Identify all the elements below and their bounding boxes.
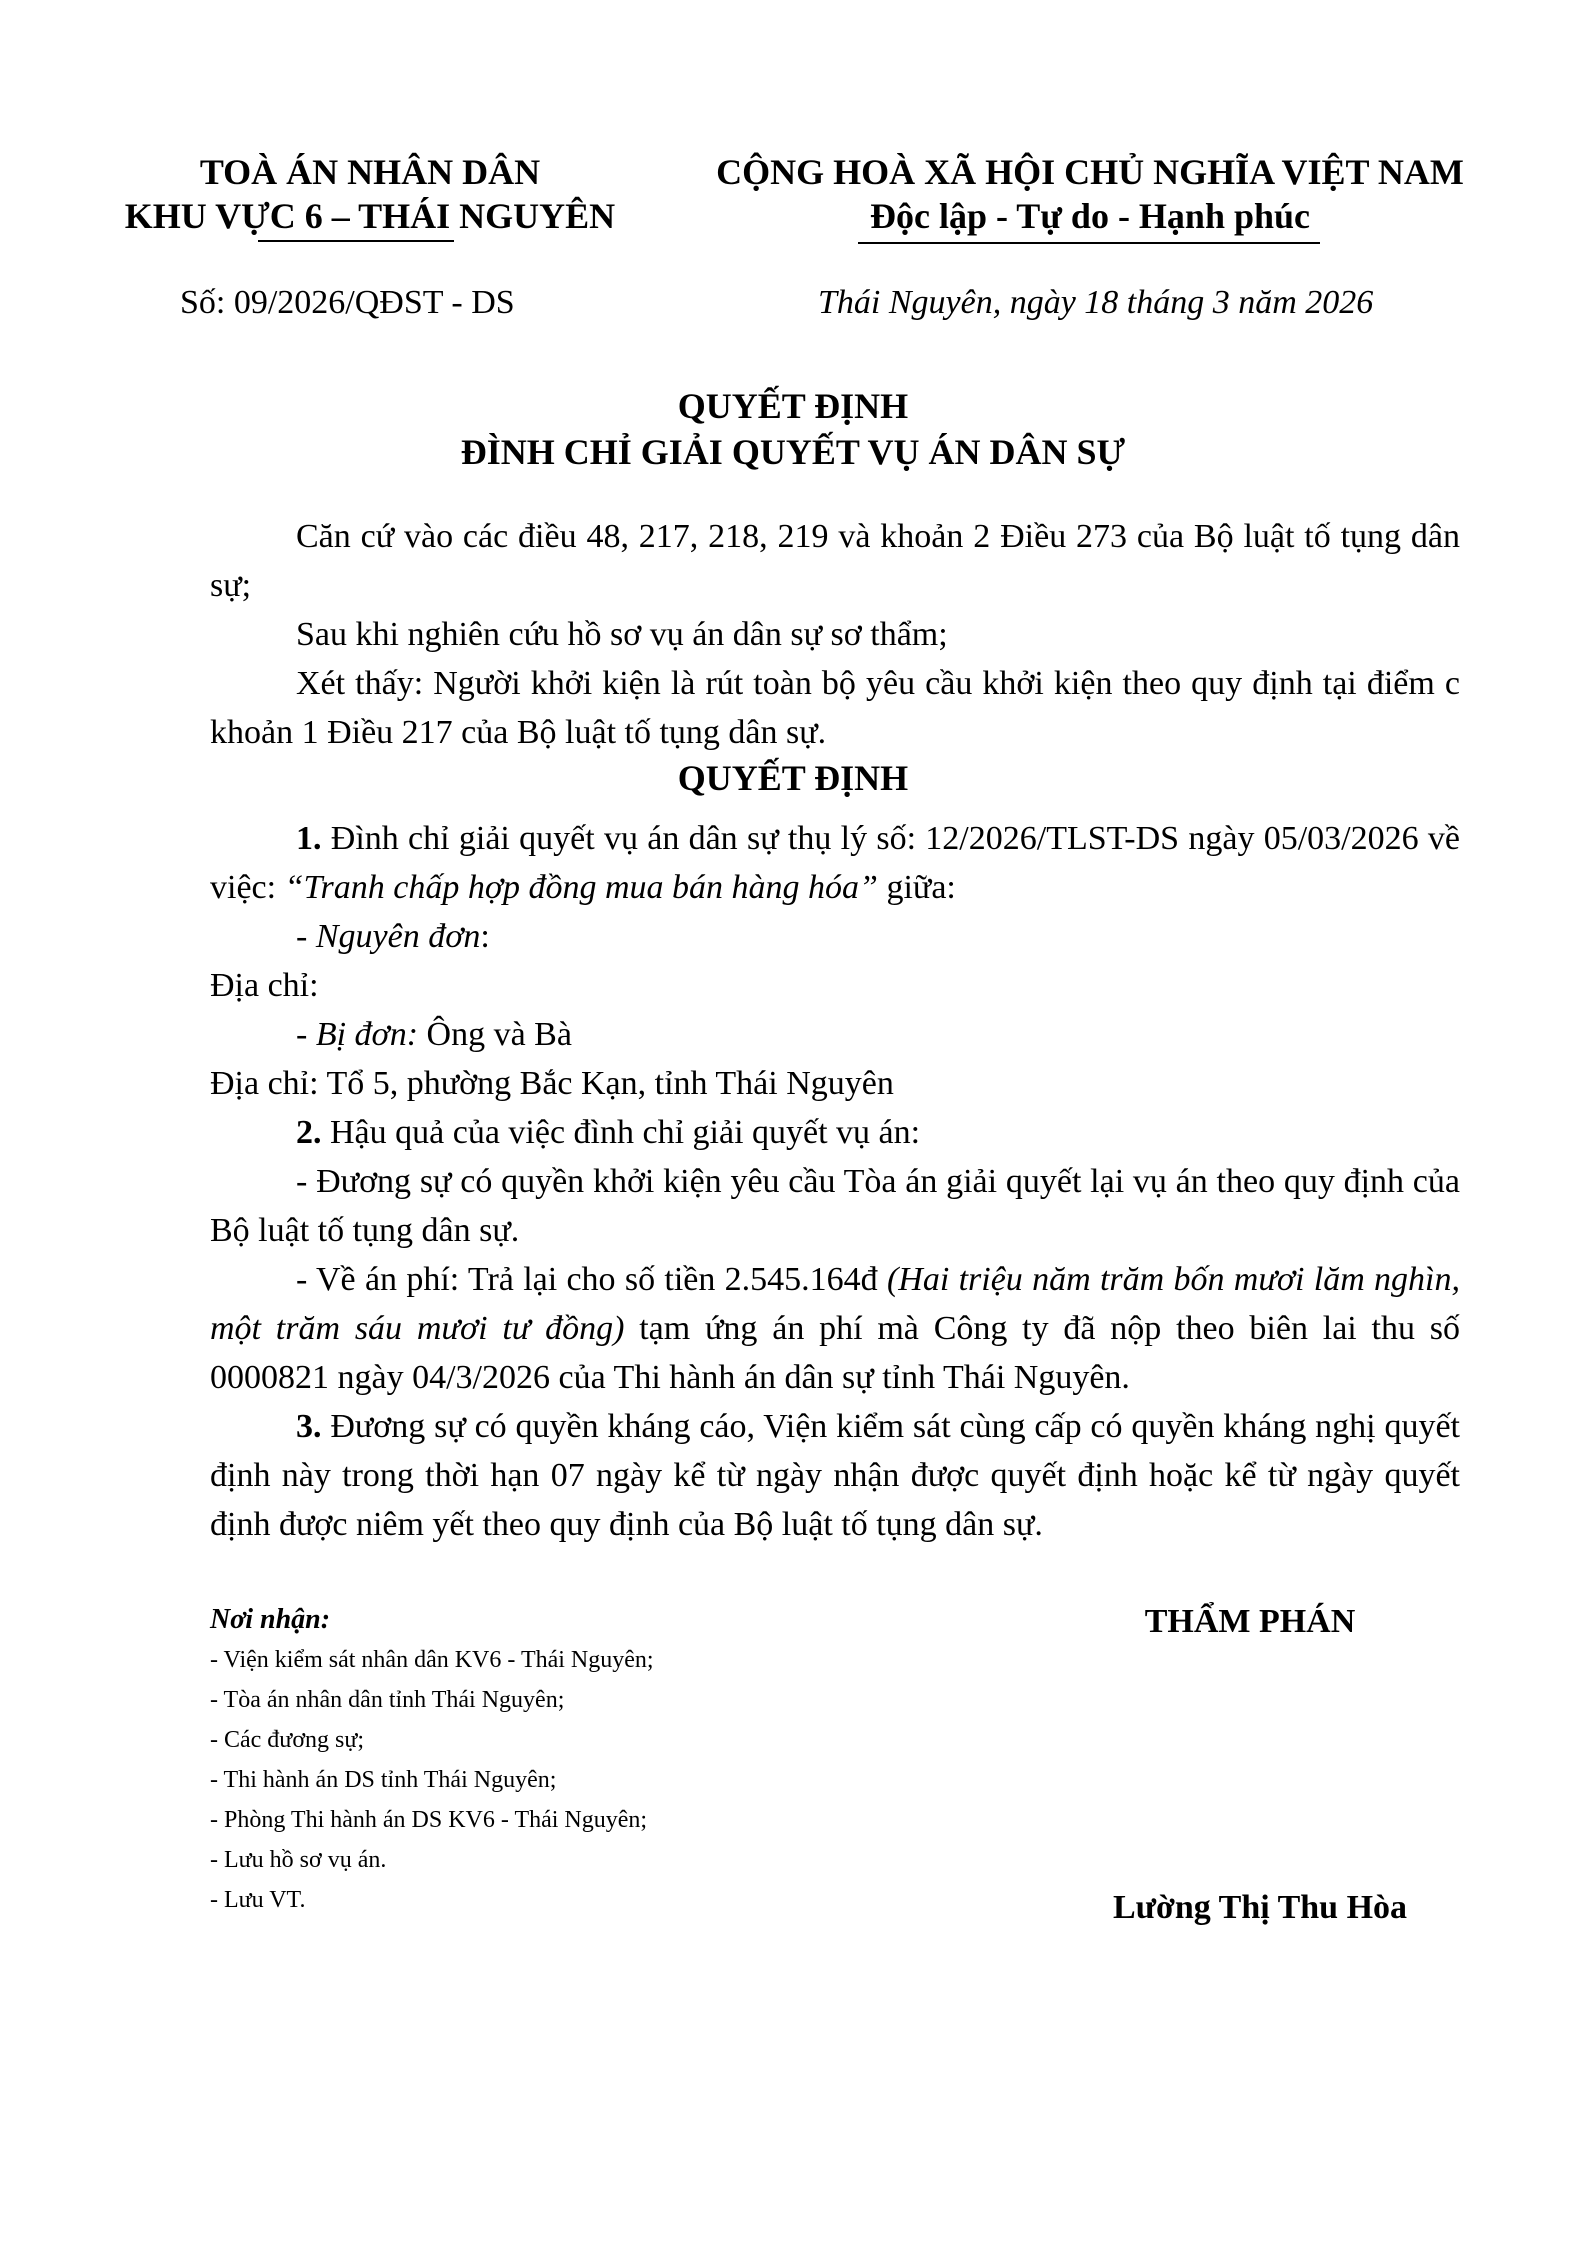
recipient-item: - Lưu hồ sơ vụ án. bbox=[210, 1847, 387, 1873]
plaintiff-line: - Nguyên đơn: bbox=[296, 918, 490, 955]
decision-item-2 bbox=[210, 1108, 1460, 1157]
court-name-line2: KHU VỰC 6 – THÁI NGUYÊN bbox=[124, 196, 616, 236]
item-2-court-fee: - Về án phí: Trả lại cho số tiền 2.545.164đ (Hai triệu năm trăm bốn mươi lăm nghìn, một trăm sáu mươi tư đồng) tạm ứng án phí mà Công ty đã nộp theo biên lai thu số 0000821 ngày 04/3/2026 của Thi hành án dân sự tỉnh Thái Nguyên. bbox=[210, 1261, 1460, 1396]
document-number: Số: 09/2026/QĐST - DS bbox=[180, 284, 515, 321]
defendant-value: Ông và Bà bbox=[418, 1016, 572, 1053]
defendant-label: Bị đơn: bbox=[315, 1016, 419, 1053]
nation-header bbox=[680, 150, 1500, 238]
court-name-line1: TOÀ ÁN NHÂN DÂN bbox=[199, 152, 541, 192]
decision-item-3 bbox=[210, 1402, 1460, 1549]
item-1-text: Đình chỉ giải quyết vụ án dân sự thụ lý số: 12/2026/TLST-DS ngày 05/03/2026 về việc: bbox=[210, 820, 1460, 906]
recipients-block bbox=[210, 1600, 850, 1920]
recipient-item: - Tòa án nhân dân tỉnh Thái Nguyên; bbox=[210, 1687, 565, 1713]
case-review: Sau khi nghiên cứu hồ sơ vụ án dân sự sơ thẩm; bbox=[296, 616, 948, 653]
recipient-item: - Viện kiểm sát nhân dân KV6 - Thái Nguyên; bbox=[210, 1647, 654, 1673]
preamble bbox=[210, 512, 1460, 757]
decision-body bbox=[210, 814, 1460, 1549]
recipient-item: - Phòng Thi hành án DS KV6 - Thái Nguyên; bbox=[210, 1807, 648, 1833]
plaintiff-address: Địa chỉ: bbox=[210, 967, 319, 1004]
recipient-item: - Các đương sự; bbox=[210, 1727, 365, 1753]
defendant-address: Địa chỉ: Tổ 5, phường Bắc Kạn, tỉnh Thái Nguyên bbox=[210, 1065, 894, 1102]
place-and-date: Thái Nguyên, ngày 18 tháng 3 năm 2026 bbox=[818, 284, 1374, 321]
nation-name: CỘNG HOÀ XÃ HỘI CHỦ NGHĨA VIỆT NAM bbox=[716, 152, 1464, 192]
item-1-number: 1. bbox=[296, 820, 322, 857]
finding: Xét thấy: Người khởi kiện là rút toàn bộ yêu cầu khởi kiện theo quy định tại điểm c khoản 1 Điều 217 của Bộ luật tố tụng dân sự. bbox=[210, 665, 1460, 751]
decision-heading: QUYẾT ĐỊNH bbox=[677, 758, 909, 798]
national-motto: Độc lập - Tự do - Hạnh phúc bbox=[869, 196, 1311, 236]
decision-item-1 bbox=[210, 814, 1460, 912]
court-header bbox=[100, 150, 640, 238]
defendant-line: - Bị đơn: Ông và Bà bbox=[296, 1016, 572, 1053]
item-2-right-to-sue: - Đương sự có quyền khởi kiện yêu cầu Tòa án giải quyết lại vụ án theo quy định của Bộ luật tố tụng dân sự. bbox=[210, 1163, 1460, 1249]
recipient-item: - Thi hành án DS tỉnh Thái Nguyên; bbox=[210, 1767, 557, 1793]
plaintiff-label: Nguyên đơn bbox=[315, 918, 481, 955]
item-3-number: 3. bbox=[296, 1408, 322, 1445]
item-2-number: 2. bbox=[296, 1114, 322, 1151]
item-1-tail: giữa: bbox=[877, 869, 956, 906]
recipients-title: Nơi nhận: bbox=[210, 1604, 331, 1635]
item-3-text: Đương sự có quyền kháng cáo, Viện kiểm sát cùng cấp có quyền kháng nghị quyết định này trong thời hạn 07 ngày kể từ ngày nhận được quyết định hoặc kể từ ngày quyết định được niêm yết theo quy định của Bộ luật tố tụng dân sự. bbox=[210, 1408, 1460, 1543]
court-header-underline bbox=[258, 240, 454, 242]
recipient-item: - Lưu VT. bbox=[210, 1887, 306, 1913]
judge-title: THẨM PHÁN bbox=[1144, 1603, 1356, 1640]
amount-in-words: (Hai triệu năm trăm bốn mươi lăm nghìn, một trăm sáu mươi tư đồng) bbox=[210, 1261, 1460, 1347]
document-subtitle: ĐÌNH CHỈ GIẢI QUYẾT VỤ ÁN DÂN SỰ bbox=[460, 432, 1126, 472]
legal-basis: Căn cứ vào các điều 48, 217, 218, 219 và khoản 2 Điều 273 của Bộ luật tố tụng dân sự; bbox=[210, 518, 1460, 604]
motto-underline bbox=[858, 242, 1320, 244]
document-title: QUYẾT ĐỊNH bbox=[677, 386, 909, 426]
case-name: “Tranh chấp hợp đồng mua bán hàng hóa” bbox=[284, 869, 878, 906]
item-2-text: Hậu quả của việc đình chỉ giải quyết vụ án: bbox=[321, 1114, 921, 1151]
judge-name: Lường Thị Thu Hòa bbox=[1112, 1889, 1408, 1926]
